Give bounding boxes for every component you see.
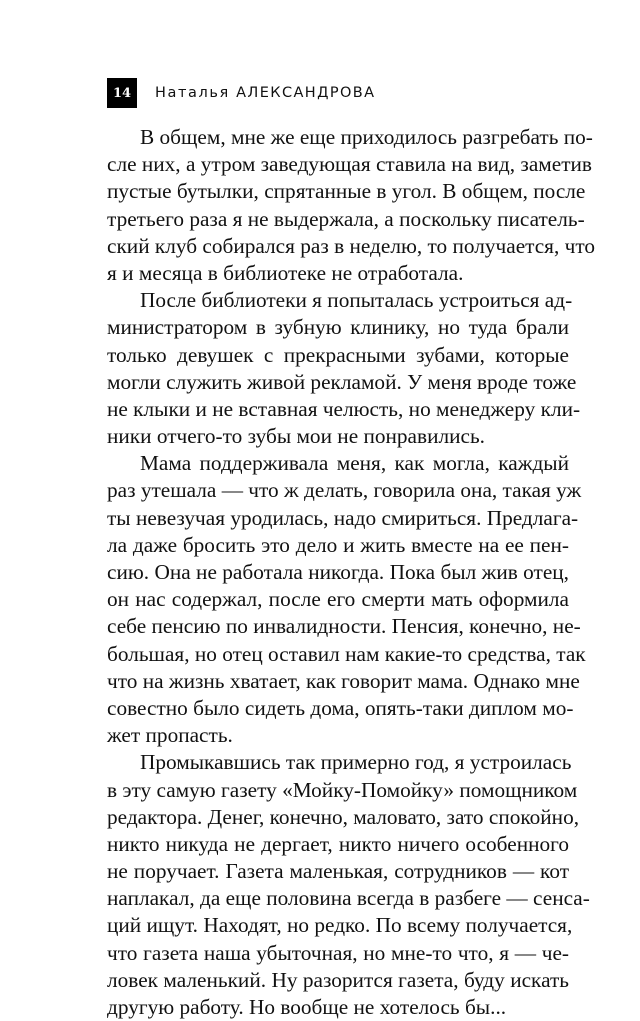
text-line: большая, но отец оставил нам какие-то средства, так [107, 641, 586, 666]
text-line: могли служить живой рекламой. У меня вроде тоже [107, 369, 577, 394]
text-line: ла даже бросить это дело и жить вместе на ее пен- [107, 532, 569, 557]
text-line: в эту самую газету «Мойку-Помойку» помощником [107, 777, 578, 802]
text-line: министратором в зубную клинику, но туда брали [107, 315, 569, 340]
paragraph [107, 749, 590, 1021]
text-line: ты невезучая уродилась, надо смириться. Предлага- [107, 505, 579, 530]
text-line: раз утешала — что ж делать, говорила она, такая уж [107, 478, 582, 503]
body-text [107, 124, 596, 1021]
text-line: После библиотеки я попыталась устроиться ад- [140, 288, 573, 313]
text-line: что газета наша убыточная, но мне-то что, я — че- [107, 940, 569, 965]
text-line: Промыкавшись так примерно год, я устроилась [140, 750, 572, 775]
text-line: сию. Она не работала никогда. Пока был жив отец, [107, 560, 569, 584]
text-line: В общем, мне же еще приходилось разгребать по- [140, 125, 593, 149]
text-line: не поручает. Газета маленькая, сотрудников — кот [107, 859, 569, 884]
text-line: пустые бутылки, спрятанные в угол. В общем, после [107, 179, 586, 204]
page-header [107, 78, 375, 108]
text-line: что на жизнь хватает, как говорит мама. Однако мне [107, 668, 580, 693]
text-line: ловек маленький. Ну разорится газета, буду искать [107, 967, 569, 992]
text-line: ники отчего-то зубы мои не понравились. [107, 424, 485, 449]
text-line: другую работу. Но вообще не хотелось бы... [107, 995, 507, 1019]
text-line: ций ищут. Находят, но редко. По всему получается, [107, 913, 573, 938]
text-line: никто никуда не дергает, никто ничего особенного [107, 831, 569, 856]
text-line: не клыки и не вставная челюсть, но менеджеру кли- [107, 396, 581, 421]
text-line: наплакал, да еще половина всегда в разбеге — сенса- [107, 886, 590, 911]
paragraph [107, 450, 586, 749]
text-line: жет пропасть. [107, 723, 233, 748]
text-line: третьего раза я не выдержала, а поскольку писатель- [107, 206, 585, 231]
text-line: Мама поддерживала меня, как могла, каждый [140, 451, 569, 476]
text-line: он нас содержал, после его смерти мать оформила [107, 587, 569, 612]
page-number: 14 [107, 78, 137, 108]
text-line: только девушек с прекрасными зубами, которые [107, 342, 569, 367]
running-head [155, 85, 375, 101]
text-line: редактора. Денег, конечно, маловато, зато спокойно, [107, 804, 580, 829]
author-first-name: Наталья [155, 85, 230, 101]
paragraph [107, 124, 596, 287]
text-line: себе пенсию по инвалидности. Пенсия, конечно, не- [107, 614, 581, 639]
paragraph [107, 287, 581, 450]
text-line: я и месяца в библиотеке не отработала. [107, 260, 464, 285]
author-last-name: АЛЕКСАНДРОВА [236, 85, 376, 101]
text-line: сле них, а утром заведующая ставила на вид, заметив [107, 152, 592, 177]
text-line: ский клуб собирался раз в неделю, то получается, что [107, 233, 596, 258]
text-line: совестно было сидеть дома, опять-таки диплом мо- [107, 695, 574, 720]
